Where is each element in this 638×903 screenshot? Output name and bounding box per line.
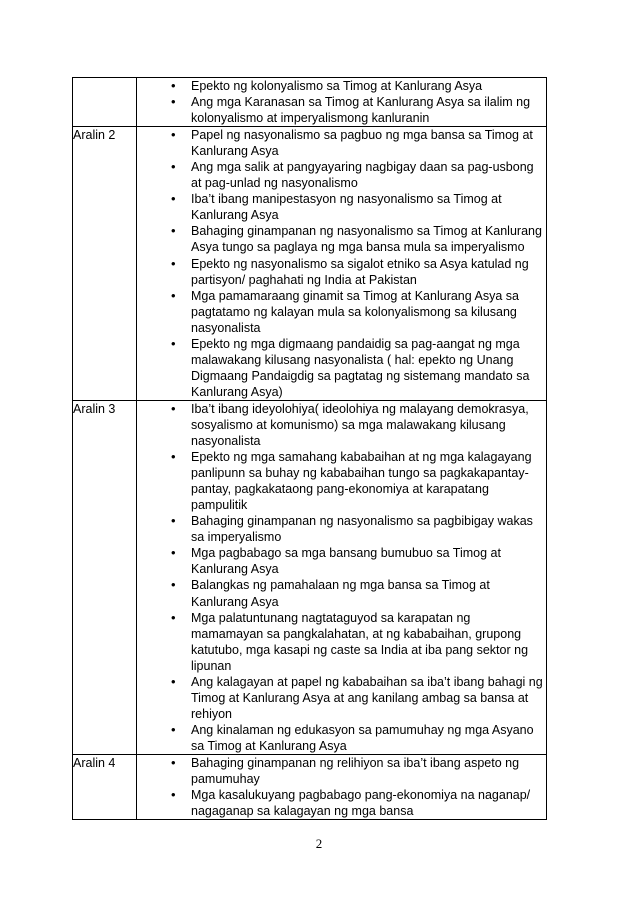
topic-list	[137, 78, 546, 126]
lesson-label	[73, 78, 137, 127]
topics-cell	[137, 78, 547, 127]
table-row	[73, 78, 547, 127]
curriculum-table	[72, 77, 547, 820]
topic-item: • Mga pamamaraang ginamit sa Timog at Kanlurang Asya sa pagtatamo ng kalayan mula sa kolonyalismong sa kilusang nasyonalista	[137, 288, 546, 336]
topics-cell	[137, 400, 547, 754]
lesson-label: Aralin 4	[73, 754, 137, 819]
topic-item: • Bahaging ginampanan ng relihiyon sa iba’t ibang aspeto ng pamumuhay	[137, 755, 546, 787]
topic-item: • Bahaging ginampanan ng nasyonalismo sa pagbibigay wakas sa imperyalismo	[137, 513, 546, 545]
topic-list	[137, 127, 546, 400]
topic-item: • Iba’t ibang ideyolohiya( ideolohiya ng malayang demokrasya, sosyalismo at komunismo) sa mga malawakang kilusang nasyonalista	[137, 401, 546, 449]
lesson-label: Aralin 2	[73, 127, 137, 401]
table-row	[73, 400, 547, 754]
topics-cell	[137, 127, 547, 401]
table-body	[73, 78, 547, 820]
topic-item: • Bahaging ginampanan ng nasyonalismo sa Timog at Kanlurang Asya tungo sa paglaya ng mga bansa mula sa imperyalismo	[137, 223, 546, 255]
topic-item: • Iba’t ibang manipestasyon ng nasyonalismo sa Timog at Kanlurang Asya	[137, 191, 546, 223]
topic-item: • Mga kasalukuyang pagbabago pang-ekonomiya na naganap/ nagaganap sa kalagayan ng mga bansa	[137, 787, 546, 819]
topic-list	[137, 755, 546, 819]
topics-cell	[137, 754, 547, 819]
topic-item: • Ang mga salik at pangyayaring nagbigay daan sa pag-usbong at pag-unlad ng nasyonalismo	[137, 159, 546, 191]
topic-item: • Epekto ng nasyonalismo sa sigalot etniko sa Asya katulad ng partisyon/ paghahati ng India at Pakistan	[137, 256, 546, 288]
topic-item: • Ang kinalaman ng edukasyon sa pamumuhay ng mga Asyano sa Timog at Kanlurang Asya	[137, 722, 546, 754]
page-number: 2	[315, 836, 323, 851]
topic-item: • Papel ng nasyonalismo sa pagbuo ng mga bansa sa Timog at Kanlurang Asya	[137, 127, 546, 159]
topic-item: • Mga pagbabago sa mga bansang bumubuo sa Timog at Kanlurang Asya	[137, 545, 546, 577]
topic-list	[137, 401, 546, 754]
lesson-label: Aralin 3	[73, 400, 137, 754]
topic-item: • Epekto ng mga digmaang pandaidig sa pag-aangat ng mga malawakang kilusang nasyonalista ( hal: epekto ng Unang Digmaang Pandaigdig sa pagtatag ng sistemang mandato sa Kanlurang Asya)	[137, 336, 546, 400]
table-row	[73, 754, 547, 819]
topic-item: • Balangkas ng pamahalaan ng mga bansa sa Timog at Kanlurang Asya	[137, 577, 546, 609]
topic-item: • Mga palatuntunang nagtataguyod sa karapatan ng mamamayan sa pangkalahatan, at ng kababaihan, grupong katutubo, mga kasapi ng caste sa India at iba pang sektor ng lipunan	[137, 610, 546, 674]
topic-item: • Ang kalagayan at papel ng kababaihan sa iba’t ibang bahagi ng Timog at Kanlurang Asya at ang kanilang ambag sa bansa at rehiyon	[137, 674, 546, 722]
table-row	[73, 127, 547, 401]
topic-item: • Ang mga Karanasan sa Timog at Kanlurang Asya sa ilalim ng kolonyalismo at imperyalismong kanluranin	[137, 94, 546, 126]
topic-item: • Epekto ng kolonyalismo sa Timog at Kanlurang Asya	[137, 78, 546, 94]
topic-item: • Epekto ng mga samahang kababaihan at ng mga kalagayang panlipunn sa buhay ng kababaihan tungo sa pagkakapantay-pantay, pagkakataong pang-ekonomiya at karapatang pampulitik	[137, 449, 546, 513]
